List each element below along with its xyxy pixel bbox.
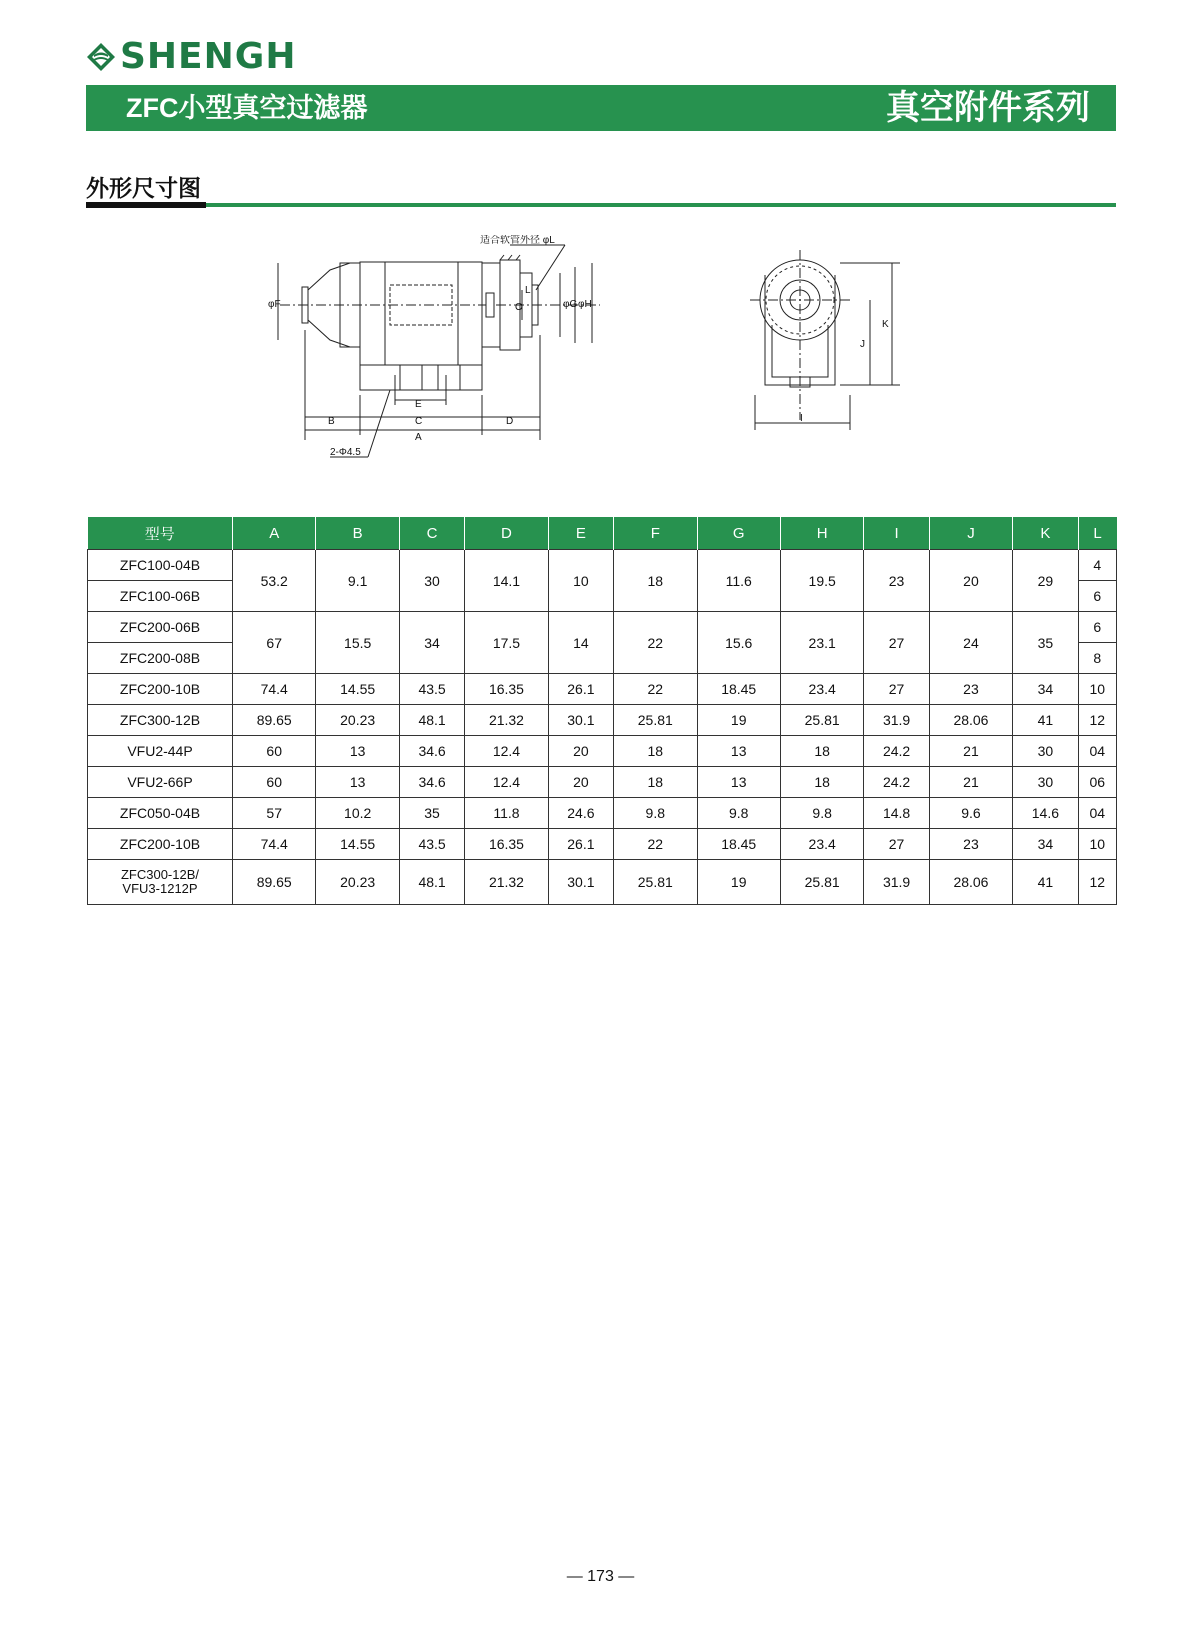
cell-K: 14.6 (1013, 798, 1078, 829)
cell-A: 67 (233, 612, 316, 674)
col-header-I: I (864, 517, 929, 550)
cell-E: 20 (548, 767, 613, 798)
model-line: ZFC300-12B/ (120, 867, 200, 882)
table-row (88, 736, 1117, 767)
cell-C: 43.5 (399, 674, 464, 705)
cell-J: 21 (929, 767, 1012, 798)
cell-A: 57 (233, 798, 316, 829)
cell-E: 26.1 (548, 674, 613, 705)
cell-F: 22 (614, 612, 697, 674)
hose-label: 适合软管外径 φL (480, 235, 555, 246)
cell-I: 31.9 (864, 705, 929, 736)
cell-F: 25.81 (614, 705, 697, 736)
page-number: — 173 — (566, 1568, 635, 1585)
cell-I: 24.2 (864, 736, 929, 767)
brand-logo-icon (86, 42, 116, 72)
table-row (88, 612, 1117, 643)
cell-C: 43.5 (399, 829, 464, 860)
dim-J: J (860, 339, 865, 350)
model-cell: ZFC200-10B (88, 829, 233, 860)
table-row (88, 798, 1117, 829)
cell-C: 35 (399, 798, 464, 829)
cell-A: 60 (233, 736, 316, 767)
cell-H: 23.4 (780, 674, 863, 705)
cell-G: 9.8 (697, 798, 780, 829)
cell-G: 18.45 (697, 829, 780, 860)
model-cell: ZFC100-06B (88, 581, 233, 612)
cell-E: 30.1 (548, 705, 613, 736)
cell-K: 30 (1013, 736, 1078, 767)
cell-A: 53.2 (233, 550, 316, 612)
cell-B: 13 (316, 736, 399, 767)
title-banner (86, 85, 1116, 131)
cell-D: 17.5 (465, 612, 548, 674)
cell-G: 13 (697, 767, 780, 798)
cell-F: 18 (614, 767, 697, 798)
cell-H: 23.1 (780, 612, 863, 674)
cell-D: 16.35 (465, 674, 548, 705)
cell-B: 10.2 (316, 798, 399, 829)
cell-F: 25.81 (614, 860, 697, 905)
model-cell (88, 860, 233, 905)
cell-A: 74.4 (233, 829, 316, 860)
model-cell: ZFC200-08B (88, 643, 233, 674)
dim-phiH: φH (578, 299, 592, 310)
cell-K: 34 (1013, 829, 1078, 860)
front-view (750, 250, 900, 430)
cell-B: 13 (316, 767, 399, 798)
cell-J: 9.6 (929, 798, 1012, 829)
cell-A: 89.65 (233, 860, 316, 905)
model-line: VFU3-1212P (122, 881, 198, 896)
cell-F: 22 (614, 829, 697, 860)
col-header-model: 型号 (88, 517, 233, 550)
cell-H: 18 (780, 767, 863, 798)
cell-L: 4 (1078, 550, 1116, 581)
cell-D: 16.35 (465, 829, 548, 860)
cell-E: 20 (548, 736, 613, 767)
cell-H: 25.81 (780, 860, 863, 905)
cell-K: 35 (1013, 612, 1078, 674)
model-cell: VFU2-44P (88, 736, 233, 767)
series-title: 真空附件系列 (886, 89, 1090, 127)
brand-logo (86, 36, 297, 77)
section-rule-accent (86, 202, 206, 208)
model-cell: VFU2-66P (88, 767, 233, 798)
cell-C: 30 (399, 550, 464, 612)
cell-L: 06 (1078, 767, 1116, 798)
table-row (88, 550, 1117, 581)
col-header-H: H (780, 517, 863, 550)
cell-J: 20 (929, 550, 1012, 612)
cell-H: 18 (780, 736, 863, 767)
cell-C: 34.6 (399, 767, 464, 798)
dim-E: E (415, 399, 422, 410)
cell-B: 20.23 (316, 705, 399, 736)
col-header-F: F (614, 517, 697, 550)
cell-C: 34.6 (399, 736, 464, 767)
model-cell: ZFC200-10B (88, 674, 233, 705)
col-header-J: J (929, 517, 1012, 550)
cell-F: 9.8 (614, 798, 697, 829)
cell-L: 04 (1078, 736, 1116, 767)
cell-K: 30 (1013, 767, 1078, 798)
cell-J: 23 (929, 674, 1012, 705)
dim-O: O (515, 302, 523, 313)
brand-name: SHENGH (120, 36, 297, 77)
cell-I: 27 (864, 829, 929, 860)
cell-D: 11.8 (465, 798, 548, 829)
cell-F: 18 (614, 550, 697, 612)
cell-J: 23 (929, 829, 1012, 860)
cell-G: 13 (697, 736, 780, 767)
cell-B: 15.5 (316, 612, 399, 674)
section-title: 外形尺寸图 (86, 175, 201, 201)
col-header-E: E (548, 517, 613, 550)
cell-I: 31.9 (864, 860, 929, 905)
cell-A: 74.4 (233, 674, 316, 705)
cell-K: 34 (1013, 674, 1078, 705)
cell-A: 60 (233, 767, 316, 798)
cell-C: 48.1 (399, 705, 464, 736)
side-view (278, 245, 600, 457)
dim-hole: 2-Φ4.5 (330, 447, 361, 458)
dim-C: C (415, 416, 423, 427)
model-cell: ZFC100-04B (88, 550, 233, 581)
cell-B: 14.55 (316, 829, 399, 860)
cell-C: 34 (399, 612, 464, 674)
cell-L: 6 (1078, 612, 1116, 643)
cell-E: 26.1 (548, 829, 613, 860)
cell-D: 21.32 (465, 705, 548, 736)
col-header-D: D (465, 517, 548, 550)
cell-K: 41 (1013, 705, 1078, 736)
col-header-L: L (1078, 517, 1116, 550)
table-row (88, 860, 1117, 905)
cell-I: 27 (864, 674, 929, 705)
cell-H: 19.5 (780, 550, 863, 612)
cell-H: 9.8 (780, 798, 863, 829)
cell-E: 10 (548, 550, 613, 612)
cell-J: 24 (929, 612, 1012, 674)
cell-L: 8 (1078, 643, 1116, 674)
cell-L: 10 (1078, 674, 1116, 705)
cell-L: 10 (1078, 829, 1116, 860)
dim-I: I (800, 413, 803, 424)
col-header-K: K (1013, 517, 1078, 550)
cell-G: 11.6 (697, 550, 780, 612)
dim-phiF: φF (268, 299, 281, 310)
cell-J: 28.06 (929, 705, 1012, 736)
col-header-G: G (697, 517, 780, 550)
cell-I: 23 (864, 550, 929, 612)
col-header-C: C (399, 517, 464, 550)
cell-G: 15.6 (697, 612, 780, 674)
cell-D: 14.1 (465, 550, 548, 612)
model-cell: ZFC050-04B (88, 798, 233, 829)
table-row (88, 767, 1117, 798)
cell-I: 27 (864, 612, 929, 674)
dimension-drawing (260, 235, 960, 490)
cell-J: 28.06 (929, 860, 1012, 905)
table-row (88, 674, 1117, 705)
cell-H: 25.81 (780, 705, 863, 736)
col-header-A: A (233, 517, 316, 550)
cell-B: 14.55 (316, 674, 399, 705)
dim-A: A (415, 432, 422, 443)
cell-G: 18.45 (697, 674, 780, 705)
table-row (88, 705, 1117, 736)
dim-L: L (525, 285, 531, 296)
dim-phiG: φG (563, 299, 578, 310)
cell-I: 14.8 (864, 798, 929, 829)
spec-table (87, 517, 1117, 905)
cell-C: 48.1 (399, 860, 464, 905)
cell-E: 30.1 (548, 860, 613, 905)
cell-H: 23.4 (780, 829, 863, 860)
section-rule (86, 203, 1116, 207)
model-cell: ZFC300-12B (88, 705, 233, 736)
cell-L: 12 (1078, 860, 1116, 905)
table-row (88, 829, 1117, 860)
cell-B: 9.1 (316, 550, 399, 612)
model-cell: ZFC200-06B (88, 612, 233, 643)
cell-L: 04 (1078, 798, 1116, 829)
dim-K: K (882, 319, 889, 330)
cell-L: 12 (1078, 705, 1116, 736)
cell-A: 89.65 (233, 705, 316, 736)
cell-J: 21 (929, 736, 1012, 767)
cell-F: 22 (614, 674, 697, 705)
cell-G: 19 (697, 860, 780, 905)
cell-D: 21.32 (465, 860, 548, 905)
cell-D: 12.4 (465, 767, 548, 798)
cell-B: 20.23 (316, 860, 399, 905)
product-title: ZFC小型真空过滤器 (126, 93, 368, 123)
cell-I: 24.2 (864, 767, 929, 798)
dim-B: B (328, 416, 335, 427)
cell-L: 6 (1078, 581, 1116, 612)
cell-K: 41 (1013, 860, 1078, 905)
col-header-B: B (316, 517, 399, 550)
cell-K: 29 (1013, 550, 1078, 612)
cell-E: 24.6 (548, 798, 613, 829)
table-header-row (88, 517, 1117, 550)
cell-E: 14 (548, 612, 613, 674)
dim-D: D (506, 416, 514, 427)
cell-G: 19 (697, 705, 780, 736)
cell-F: 18 (614, 736, 697, 767)
cell-D: 12.4 (465, 736, 548, 767)
